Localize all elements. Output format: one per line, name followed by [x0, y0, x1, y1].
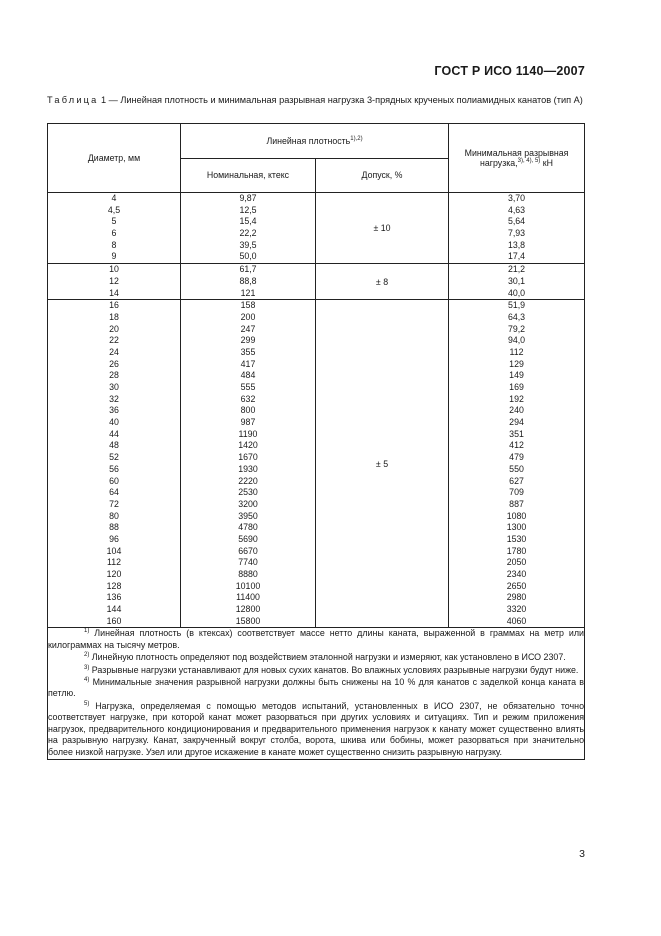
- min-load-column: [449, 193, 585, 264]
- diameter-value: 40: [109, 417, 119, 428]
- diameter-value: 9: [111, 251, 117, 262]
- min-load-column: [449, 264, 585, 300]
- nominal-value: 121: [240, 287, 256, 298]
- nominal-value: 2530: [238, 487, 258, 498]
- nominal-value: 1930: [238, 463, 258, 474]
- nominal-value: 5690: [238, 533, 258, 544]
- diameter-value: 4,5: [107, 204, 121, 215]
- diameter-value: 88: [109, 522, 119, 533]
- footnote-text: Минимальные значения разрывной нагрузки должны быть снижены на 10 % для канатов с заделкой конца каната в петлю.: [48, 677, 585, 699]
- diameter-value: 48: [109, 440, 119, 451]
- nominal-value: 1420: [238, 440, 258, 451]
- header-linear-density: [181, 124, 449, 159]
- min-load-value: 30,1: [507, 275, 526, 286]
- min-load-value: 64,3: [507, 311, 526, 322]
- min-load-value: 4060: [506, 615, 527, 626]
- diameter-value: 80: [109, 510, 119, 521]
- header-tolerance: Допуск, %: [316, 158, 449, 193]
- min-load-value: 479: [509, 452, 524, 463]
- nominal-value: 3200: [238, 498, 258, 509]
- min-load-value: 1780: [506, 545, 527, 556]
- min-load-value: 21,2: [507, 264, 526, 275]
- diameter-value: 120: [106, 569, 122, 579]
- nominal-value: 1190: [238, 428, 258, 439]
- min-load-value: 4,63: [507, 204, 526, 215]
- min-load-value: 40,0: [507, 287, 526, 298]
- nominal-value: 4780: [238, 522, 258, 533]
- min-load-value: 550: [509, 463, 524, 474]
- min-load-value: 2050: [506, 557, 527, 568]
- table-group: [48, 264, 585, 300]
- diameter-value: 64: [109, 487, 119, 498]
- min-load-value: 3320: [506, 604, 527, 615]
- min-load-value: 351: [509, 428, 524, 439]
- diameter-value: 44: [109, 428, 119, 439]
- footnote-text: Линейная плотность (в ктексах) соответствует массе нетто длины каната, выраженной в граммах на метр или килограммах на тысячу метров.: [48, 628, 585, 650]
- nominal-value: 15800: [235, 615, 261, 626]
- nominal-value: 7740: [238, 557, 258, 568]
- nominal-value: 200: [240, 311, 256, 322]
- nominal-value: 2220: [238, 475, 258, 486]
- footnote: [48, 701, 584, 758]
- header-min-load-refs: 3), 4), 5): [517, 158, 541, 164]
- document-id: ГОСТ Р ИСО 1140—2007: [434, 64, 585, 78]
- nominal-value: 8880: [238, 569, 258, 579]
- diameter-value: 96: [109, 533, 119, 544]
- table-caption: [47, 94, 584, 107]
- diameter-value: 28: [109, 370, 119, 381]
- nominal-value: 417: [240, 358, 256, 369]
- nominal-value: 10100: [235, 580, 261, 591]
- min-load-value: 412: [509, 440, 524, 451]
- footnotes: [48, 628, 585, 759]
- table-group: [48, 193, 585, 264]
- footnote-mark: 5): [84, 700, 90, 707]
- diameter-column: [48, 300, 181, 628]
- nominal-column: [181, 193, 316, 264]
- table-caption-label: Таблица: [47, 95, 99, 105]
- min-load-value: 294: [509, 417, 524, 428]
- nominal-value: 9,87: [239, 193, 257, 203]
- footnote-text: Разрывные нагрузки устанавливают для новых сухих канатов. Во влажных условиях разрывные нагрузки будут ниже.: [89, 664, 579, 675]
- nominal-column: [181, 264, 316, 300]
- diameter-value: 18: [109, 311, 119, 322]
- diameter-value: 36: [109, 405, 119, 416]
- page-number: 3: [579, 848, 585, 860]
- header-nominal: Номинальная, ктекс: [181, 158, 316, 193]
- diameter-value: 10: [109, 264, 119, 275]
- nominal-value: 15,4: [239, 216, 257, 227]
- diameter-value: 16: [109, 300, 119, 311]
- diameter-value: 104: [106, 545, 122, 556]
- header-min-load-label: Минимальная разрывная нагрузка,: [464, 148, 569, 168]
- diameter-value: 144: [106, 604, 122, 615]
- nominal-value: 39,5: [239, 239, 257, 250]
- diameter-column: [48, 193, 181, 264]
- footnote: [48, 677, 584, 700]
- min-load-value: 3,70: [507, 193, 526, 203]
- diameter-value: 72: [109, 498, 119, 509]
- diameter-value: 136: [106, 592, 122, 603]
- min-load-value: 129: [509, 358, 524, 369]
- nominal-value: 299: [240, 335, 256, 346]
- nominal-value: 12800: [235, 604, 261, 615]
- min-load-value: 149: [509, 370, 524, 381]
- diameter-value: 52: [109, 452, 119, 463]
- header-min-load: [449, 124, 585, 193]
- nominal-value: 247: [240, 323, 256, 334]
- diameter-value: 60: [109, 475, 119, 486]
- min-load-value: 94,0: [507, 335, 526, 346]
- min-load-value: 112: [509, 346, 524, 357]
- diameter-column: [48, 264, 181, 300]
- min-load-value: 17,4: [507, 251, 526, 262]
- nominal-value: 61,7: [239, 264, 257, 275]
- min-load-value: 240: [509, 405, 524, 416]
- nominal-value: 987: [240, 417, 256, 428]
- min-load-value: 709: [509, 487, 524, 498]
- header-linear-density-refs: 1),2): [350, 135, 363, 142]
- nominal-value: 800: [240, 405, 256, 416]
- footnote-mark: 1): [84, 628, 90, 635]
- table-group: [48, 300, 585, 628]
- min-load-value: 1300: [506, 522, 527, 533]
- footnote-mark: 2): [84, 652, 90, 659]
- table-caption-text: 1 — Линейная плотность и минимальная разрывная нагрузка 3-прядных крученых полиамидных канатов (тип А): [98, 95, 583, 105]
- min-load-value: 79,2: [507, 323, 526, 334]
- diameter-value: 26: [109, 358, 119, 369]
- nominal-value: 555: [240, 382, 256, 392]
- footnote: [48, 652, 584, 663]
- footnote: [48, 665, 584, 676]
- nominal-value: 6670: [238, 545, 258, 556]
- min-load-value: 2980: [506, 592, 527, 603]
- diameter-value: 5: [111, 216, 117, 227]
- tolerance-cell: ± 8: [316, 264, 449, 300]
- min-load-value: 627: [509, 475, 524, 486]
- diameter-value: 56: [109, 463, 119, 474]
- nominal-value: 355: [240, 346, 256, 357]
- nominal-value: 632: [240, 393, 256, 404]
- diameter-value: 6: [111, 228, 117, 239]
- diameter-value: 22: [109, 335, 119, 346]
- tolerance-cell: ± 10: [316, 193, 449, 264]
- nominal-column: [181, 300, 316, 628]
- min-load-value: 1080: [506, 510, 527, 521]
- min-load-value: 5,64: [507, 216, 526, 227]
- min-load-value: 887: [509, 498, 524, 509]
- header-min-load-unit: кН: [540, 158, 553, 168]
- diameter-value: 24: [109, 346, 119, 357]
- diameter-value: 128: [106, 580, 122, 591]
- nominal-value: 484: [240, 370, 256, 381]
- header-linear-density-label: Линейная плотность: [266, 135, 351, 146]
- footnote-mark: 3): [84, 664, 90, 671]
- nominal-value: 12,5: [239, 204, 257, 215]
- nominal-value: 88,8: [239, 275, 257, 286]
- diameter-value: 160: [106, 615, 122, 626]
- min-load-value: 2340: [506, 569, 527, 579]
- header-diameter: Диаметр, мм: [48, 124, 181, 193]
- min-load-value: 169: [509, 382, 524, 392]
- min-load-value: 51,9: [507, 300, 526, 311]
- data-table: [47, 123, 585, 760]
- diameter-value: 32: [109, 393, 119, 404]
- diameter-value: 112: [106, 557, 122, 568]
- nominal-value: 3950: [238, 510, 258, 521]
- diameter-value: 14: [109, 287, 119, 298]
- min-load-value: 7,93: [507, 228, 526, 239]
- diameter-value: 30: [109, 382, 119, 392]
- diameter-value: 4: [111, 193, 117, 203]
- nominal-value: 158: [240, 300, 256, 311]
- min-load-value: 13,8: [507, 239, 526, 250]
- footnote: [48, 628, 584, 651]
- min-load-value: 2650: [506, 580, 527, 591]
- diameter-value: 12: [109, 275, 119, 286]
- min-load-value: 1530: [506, 533, 527, 544]
- footnote-text: Линейную плотность определяют под воздействием эталонной нагрузки и измеряют, как установлено в ИСО 2307.: [89, 652, 566, 663]
- footnote-text: Нагрузка, определяемая с помощью методов испытаний, установленных в ИСО 2307, не обязательно точно соответствует нагрузке, при которой канат может разорваться при других условиях и ситуациях. Тип и режим приложения нагрузок, предварительного кондиционирования и предварительного применения нагрузок к канату может существенно влиять на разрывную нагрузку. Канат, закрученный вокруг столба, ворота, шкива или бобины, может разорваться при значительно более низкой нагрузке. Узел или другое искажение в канате может существенно снизить разрывную нагрузку.: [48, 700, 585, 757]
- footnote-mark: 4): [84, 677, 90, 684]
- diameter-value: 8: [111, 239, 117, 250]
- nominal-value: 50,0: [239, 251, 257, 262]
- nominal-value: 22,2: [239, 228, 257, 239]
- tolerance-cell: ± 5: [316, 300, 449, 628]
- nominal-value: 11400: [236, 592, 260, 603]
- min-load-value: 192: [509, 393, 524, 404]
- diameter-value: 20: [109, 323, 119, 334]
- min-load-column: [449, 300, 585, 628]
- nominal-value: 1670: [238, 452, 258, 463]
